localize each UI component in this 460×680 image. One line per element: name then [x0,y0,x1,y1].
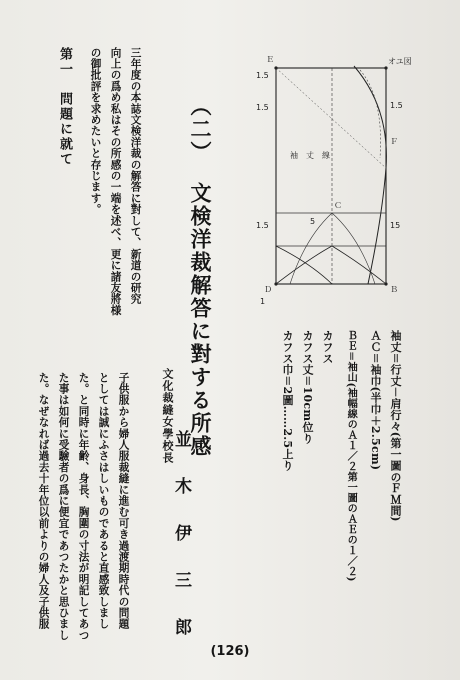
diagram-letter: Ｅ [266,55,274,64]
page-number: (126) [210,644,250,659]
formula-line: カフス [321,330,334,364]
section-heading: 第一 問題に就て [57,47,72,167]
diagram-number: 1.5 [390,101,403,110]
body-line: た。なぜなれば過去十年位以前よりの婦人及子供服 [37,372,50,630]
formula-line: カフス丈＝10cm位り [301,330,314,444]
body-line: 子供服から婦人服裁縫に進む可き過渡期時代の問題 [117,372,130,630]
intro-line: の御批評を求めたいと存じます。 [89,47,102,215]
diagram-figure-label: オユ図 [388,57,412,66]
formula-line: ＢＥ＝袖山(袖幅線のＡ１／２第一圖のＡＥの１／２) [345,330,358,582]
diagram-number: 1 [260,297,266,306]
sleeve-pattern-diagram [250,48,420,310]
body-line: としては誠にふさはしいものであると直感致しまし [97,372,110,630]
author-affiliation: 文化裁縫女學校長 [161,368,174,464]
diagram-number: 15 [390,221,401,230]
diagram-letter: Ｆ [390,137,398,146]
diagram-part-label: 袖 丈 線 [290,151,330,160]
body-line: た事は如何に受驗者の爲に便宜であつたかと思ひまし [57,372,70,641]
diagram-number: 1.5 [256,103,269,112]
article-title-text: 文検洋裁解答に對する所感 [188,182,213,458]
author-name: 並木伊三郎 [171,430,191,665]
body-line: た。と同時に年齢、身長、胸圍の寸法が明記してあつ [77,372,90,641]
intro-line: 向上の爲め私はその所感の一端を述べ、更に諸友將様 [109,47,122,316]
diagram-letter: Ｂ [390,285,398,294]
pattern-drawing [250,48,420,310]
diagram-number: 1.5 [256,71,269,80]
article-number: （二） [188,95,213,164]
formula-line: カフス巾＝2圖……2.5上り [281,330,294,471]
formula-line: ＡＣ＝袖巾(半巾＋2.5cm) [369,330,382,471]
formula-line: 袖丈＝行丈－肩行々(第一圖のＦＭ間) [389,330,402,522]
diagram-number: 1.5 [256,221,269,230]
diagram-letter: Ｄ [264,285,272,294]
diagram-letter: Ｃ [334,201,342,210]
article-title [190,95,211,458]
intro-line: 三年度の本誌文検洋裁の解答に對して、新道の研究 [129,47,142,305]
diagram-number: 5 [310,217,316,226]
